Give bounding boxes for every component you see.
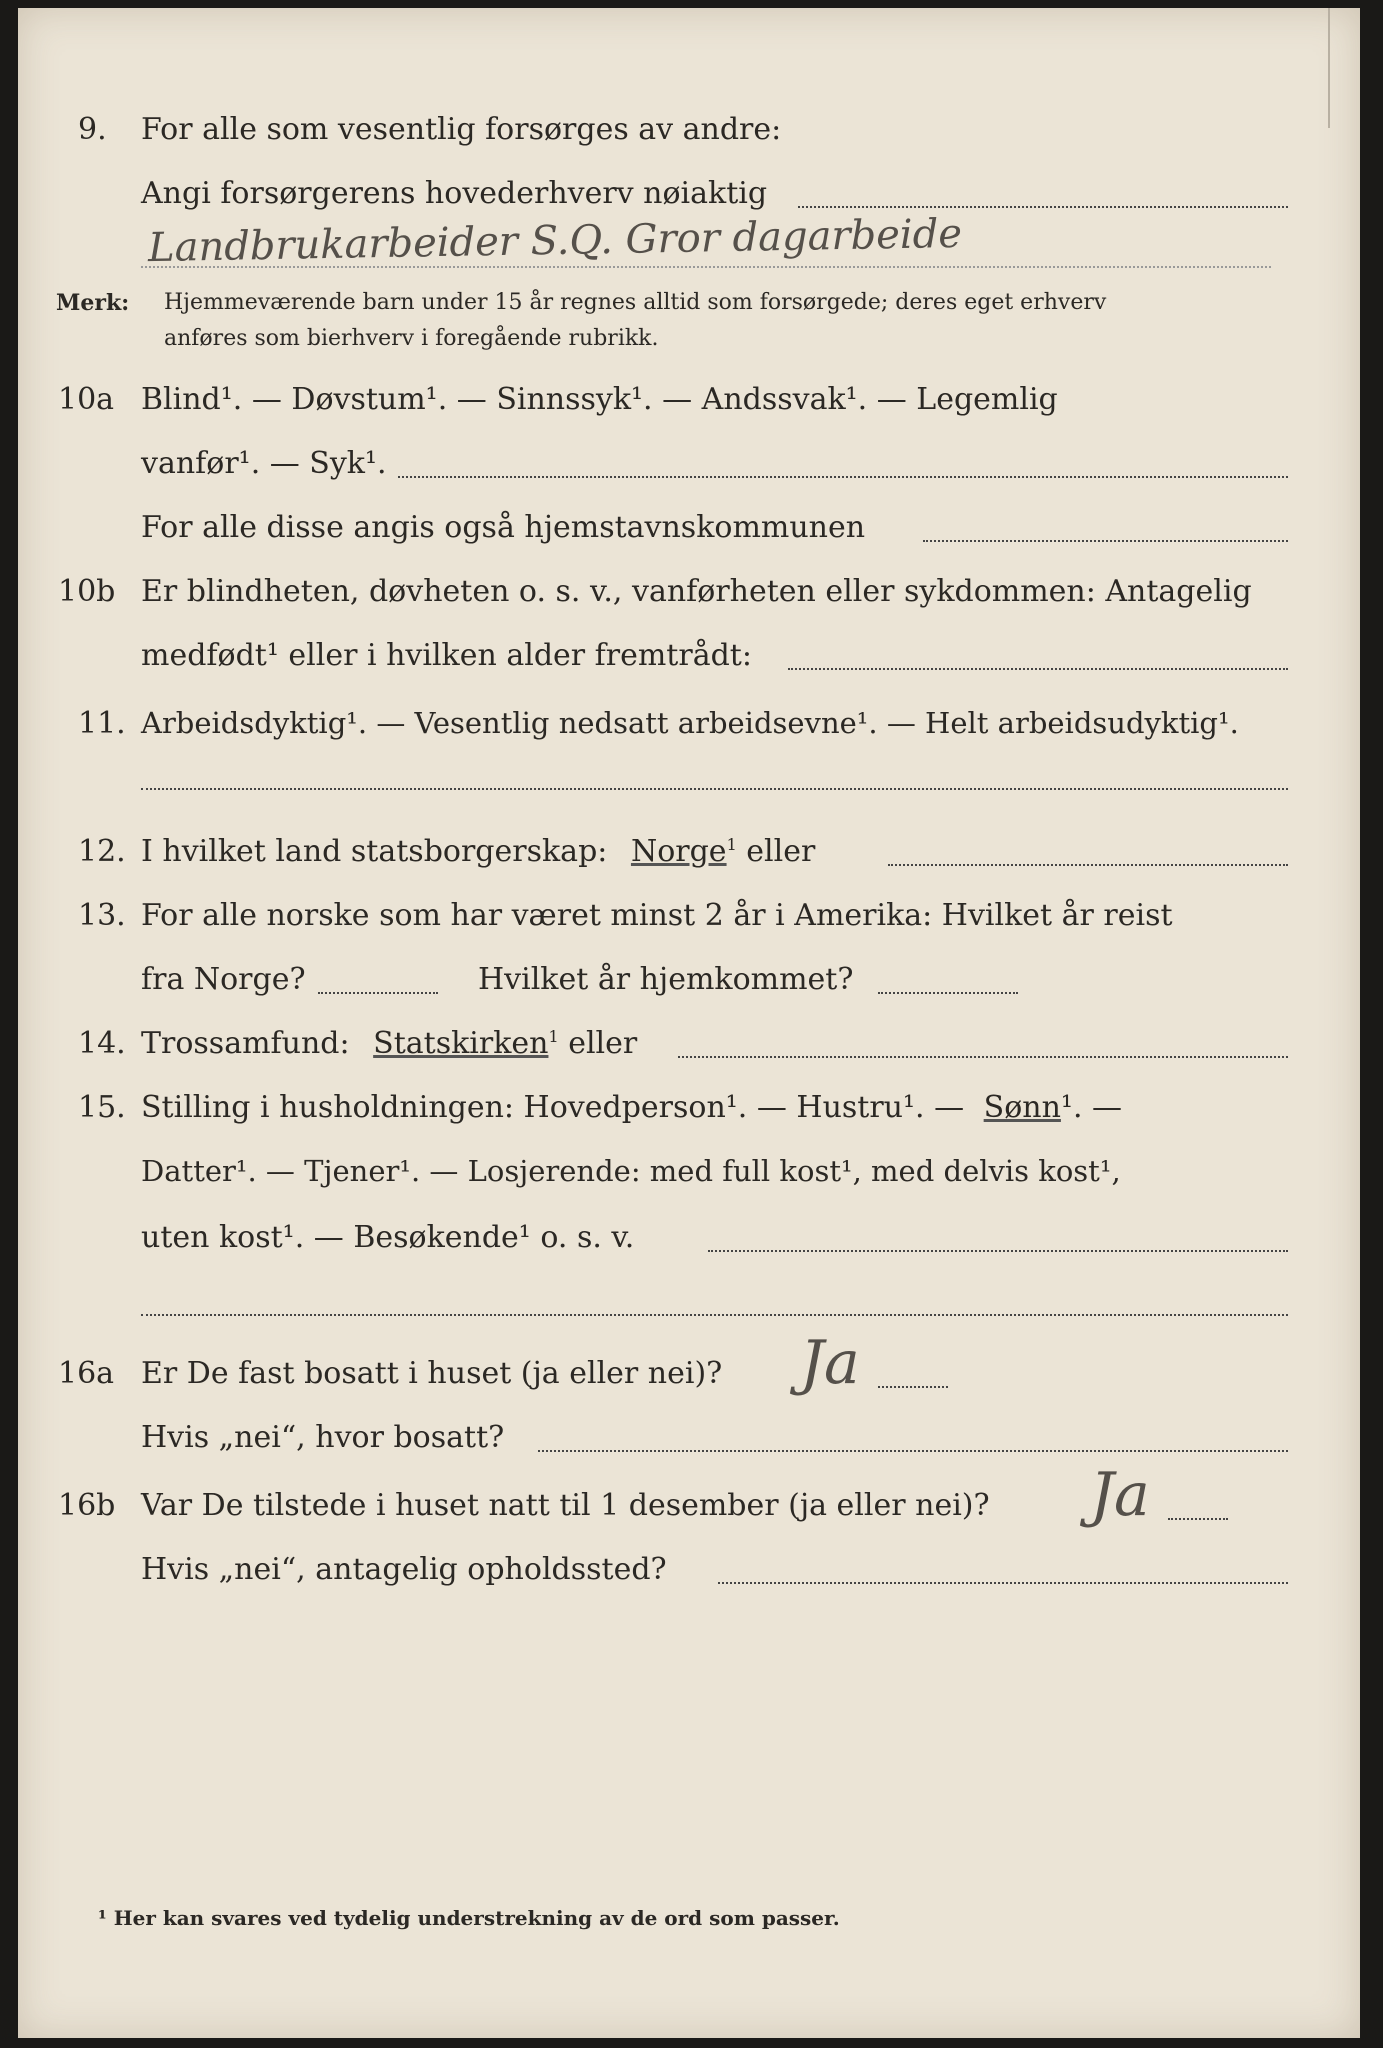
- census-form-page: [18, 8, 1360, 2038]
- page-edge: [1328, 8, 1330, 128]
- footnote: ¹ Her kan svares ved tydelig understrekning av de ord som passer.: [98, 1906, 840, 1930]
- q13-line1: For alle norske som har været minst 2 år i Amerika: Hvilket år reist: [141, 898, 1173, 933]
- q11-number: 11.: [78, 706, 126, 741]
- q10b-line1: Er blindheten, døvheten o. s. v., vanførheten eller sykdommen: Antagelig: [141, 574, 1252, 609]
- q11-line1: Arbeidsdyktig¹. — Vesentlig nedsatt arbeidsevne¹. — Helt arbeidsudyktig¹.: [141, 706, 1239, 740]
- q10b-number: 10b: [58, 574, 116, 609]
- q14-fill-line[interactable]: [678, 1056, 1288, 1058]
- q14-line: Trossamfund: Statskirken$^1$ eller: [141, 1026, 638, 1061]
- q16a-fill-line1[interactable]: [878, 1386, 948, 1388]
- merk-label: Merk:: [56, 290, 130, 316]
- q16b-handwritten-answer: Ja: [1090, 1460, 1150, 1530]
- q10a-number: 10a: [58, 382, 115, 417]
- q15-fill-line2[interactable]: [141, 1314, 1288, 1316]
- q10a-line1: Blind¹. — Døvstum¹. — Sinnssyk¹. — Andssvak¹. — Legemlig: [141, 382, 1058, 417]
- q10a-line2: vanfør¹. — Syk¹.: [141, 446, 387, 481]
- q16a-line2: Hvis „nei“, hvor bosatt?: [141, 1420, 505, 1455]
- q12-number: 12.: [78, 834, 126, 869]
- q15-sonn-underlined[interactable]: Sønn: [983, 1090, 1061, 1125]
- q13-number: 13.: [78, 898, 126, 933]
- q15-line1a: Stilling i husholdningen: Hovedperson¹. — Hustru¹. —: [141, 1090, 965, 1125]
- q14-statskirken-underlined[interactable]: Statskirken: [373, 1026, 549, 1061]
- q16a-number: 16a: [58, 1356, 115, 1391]
- q15-line2: Datter¹. — Tjener¹. — Losjerende: med full kost¹, med delvis kost¹,: [141, 1154, 1121, 1188]
- q10b-fill-line[interactable]: [788, 668, 1288, 670]
- q10a-fill-line1[interactable]: [398, 476, 1288, 478]
- q16a-fill-line2[interactable]: [538, 1450, 1288, 1452]
- q13-fill-line2[interactable]: [878, 992, 1018, 994]
- q16a-handwritten-answer: Ja: [800, 1328, 860, 1398]
- q12-norge-underlined[interactable]: Norge: [630, 834, 727, 869]
- q9-number: 9.: [78, 112, 107, 147]
- q9-line2: Angi forsørgerens hovederhverv nøiaktig: [141, 176, 768, 211]
- q16b-line1: Var De tilstede i huset natt til 1 desember (ja eller nei)?: [141, 1488, 990, 1523]
- q14-post: eller: [568, 1026, 638, 1061]
- q15-line1b: ¹. —: [1060, 1090, 1123, 1125]
- q9-answer-line[interactable]: [141, 266, 1271, 268]
- q15-fill-line1[interactable]: [708, 1250, 1288, 1252]
- merk-line1: Hjemmeværende barn under 15 år regnes alltid som forsørgede; deres eget erhverv: [164, 290, 1107, 315]
- q14-pre: Trossamfund:: [141, 1026, 350, 1061]
- q9-fill-line[interactable]: [798, 206, 1288, 208]
- q9-handwritten-answer: Landbrukarbeider S.Q. Gror dagarbeide: [147, 210, 963, 272]
- q16b-fill-line2[interactable]: [718, 1582, 1288, 1584]
- q15-line1: [141, 1090, 1122, 1125]
- q12-post: eller: [746, 834, 816, 869]
- q11-fill-line[interactable]: [141, 788, 1288, 790]
- q16b-fill-line1[interactable]: [1168, 1518, 1228, 1520]
- q15-line3: uten kost¹. — Besøkende¹ o. s. v.: [141, 1220, 635, 1255]
- q10b-line2: medfødt¹ eller i hvilken alder fremtrådt:: [141, 638, 752, 673]
- q13-fill-line1[interactable]: [318, 992, 438, 994]
- q12-line: I hvilket land statsborgerskap: Norge$^1$ eller: [141, 834, 816, 869]
- q13-line2b: Hvilket år hjemkommet?: [478, 962, 854, 997]
- q16b-line2: Hvis „nei“, antagelig opholdssted?: [141, 1552, 667, 1587]
- q10a-fill-line2[interactable]: [923, 540, 1288, 542]
- q13-line2a: fra Norge?: [141, 962, 306, 997]
- q12-fill-line[interactable]: [888, 864, 1288, 866]
- q16a-line1: Er De fast bosatt i huset (ja eller nei)?: [141, 1356, 723, 1391]
- q12-pre: I hvilket land statsborgerskap:: [141, 834, 608, 869]
- q10a-line3: For alle disse angis også hjemstavnskommunen: [141, 510, 866, 545]
- merk-line2: anføres som bierhverv i foregående rubrikk.: [164, 326, 659, 351]
- q14-number: 14.: [78, 1026, 126, 1061]
- q9-line1: For alle som vesentlig forsørges av andre:: [141, 112, 782, 147]
- q15-number: 15.: [78, 1090, 126, 1125]
- q16b-number: 16b: [58, 1488, 116, 1523]
